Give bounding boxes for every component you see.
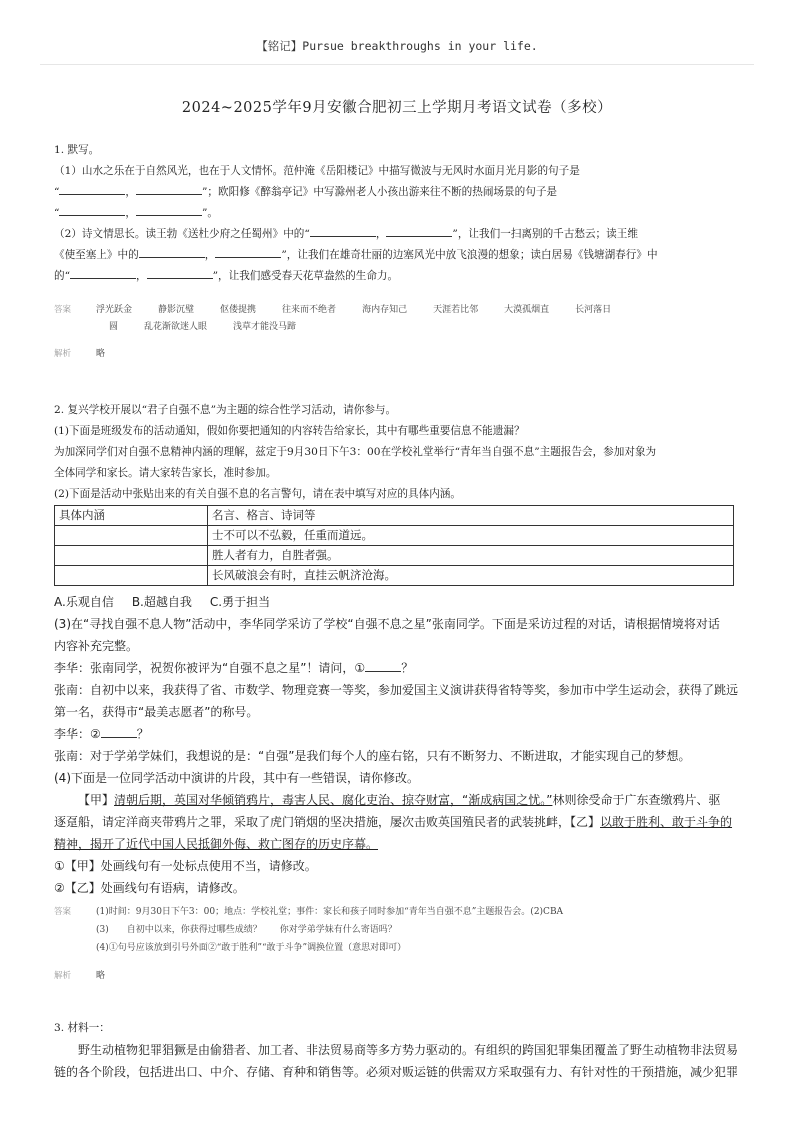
dialogue-line: 张南：自初中以来，我获得了省、市数学、物理竞赛一等奖，参加爱国主义演讲获得省特等奖，参加市中学生运动会，获得了跳远	[54, 683, 739, 697]
q1-heading: 1. 默写。	[54, 144, 100, 156]
speech-text: 精神，揭开了近代中国人民抵御外侮、救亡图存的历史序幕。	[54, 837, 379, 851]
q2-answer	[54, 903, 744, 985]
dialogue-line: 第一名，获得市“最美志愿者”的称号。	[54, 705, 259, 719]
answer-text: (4)①句号应该放到引号外面②“敢于胜利”“敢于斗争”调换位置（意思对即可）	[96, 943, 407, 953]
table-row	[55, 506, 734, 526]
answer-blank[interactable]	[139, 245, 205, 258]
table-cell: 胜人者有力，自胜者强。	[208, 546, 734, 566]
q3-heading: 3. 材料一：	[54, 1022, 110, 1034]
q1-answer	[54, 302, 744, 363]
answer-blank[interactable]	[136, 203, 202, 216]
answer-cell[interactable]	[55, 566, 208, 586]
answer-list: 圆 乱花渐欲迷人眼 浅草才能没马蹄	[109, 322, 297, 332]
answer-blank[interactable]	[136, 182, 202, 195]
q3-paragraph: 野生动植物犯罪猖獗是由偷猎者、加工者、非法贸易商等多方势力驱动的。有组织的跨国犯罪集团覆盖了野生动植物非法贸易	[78, 1043, 739, 1057]
answer-blank[interactable]	[365, 659, 401, 672]
q1-line: “ ， ”。	[54, 203, 744, 224]
speech-text: 【甲】清朝后期，英国对华倾销鸦片，毒害人民、腐化吏治、掠夺财富，“渐成病国之忧。”林则徐受命于广东查缴鸦片、驱	[78, 793, 721, 807]
q2-analysis: 解析 略	[54, 971, 106, 981]
question-2-cont	[54, 591, 744, 899]
question-1	[54, 140, 744, 287]
answer-text: (3) 自初中以来，你获得过哪些成绩？ 你对学弟学妹有什么寄语吗？	[96, 925, 397, 935]
answer-cell[interactable]	[55, 526, 208, 546]
q2-sub3: (3)在“寻找自强不息人物”活动中，李华同学采访了学校“自强不息之星”张南同学。下面是采访过程的对话，请根据情境将对话	[54, 617, 720, 631]
table-row	[55, 566, 734, 586]
answer-text: (1)时间：9月30日下午3：00；地点：学校礼堂；事件：家长和孩子同时参加“青年当自强不息”主题报告会。(2)CBA	[96, 907, 564, 917]
table-cell: 长风破浪会有时，直挂云帆济沧海。	[208, 566, 734, 586]
answer-list: 浮光跃金 静影沉璧 伛偻提携 往来而不绝者 海内存知己 天涯若比邻 大漠孤烟直 长河落日	[96, 305, 612, 315]
dialogue-line: 张南：对于学弟学妹们，我想说的是：“自强”是我们每个人的座右铭，只有不断努力、不断进取，才能实现自己的梦想。	[54, 749, 691, 763]
question-2	[54, 400, 744, 505]
table-row	[55, 526, 734, 546]
q3-paragraph: 链的各个阶段，包括进出口、中介、存储、育种和销售等。必须对贩运链的供需双方采取强有力、有针对性的干预措施，减少犯罪	[54, 1065, 739, 1079]
table-row	[55, 546, 734, 566]
speech-text: 逐趸船，请定洋商夹带鸦片之罪，采取了虎门销烟的坚决措施，屡次击败英国殖民者的武装挑衅，【乙】以敢于胜利、敢于斗争的	[54, 815, 733, 829]
question-3	[54, 1018, 744, 1083]
answer-blank[interactable]	[70, 266, 136, 279]
answer-blank[interactable]	[59, 182, 125, 195]
answer-cell[interactable]	[55, 546, 208, 566]
q1-line: “ ， ”；欧阳修《醉翁亭记》中写滁州老人小孩出游来往不断的热闹场景的句子是	[54, 182, 744, 203]
answer-blank[interactable]	[59, 203, 125, 216]
header-divider	[40, 64, 754, 65]
dialogue-line: 李华：② ？	[54, 727, 149, 741]
q2-sub4: (4)下面是一位同学活动中演讲的片段，其中有一些错误，请你修改。	[54, 771, 420, 785]
q1-line: （2）诗文情思长。读王勃《送杜少府之任蜀州》中的“ ， ”，让我们一扫离别的千古愁云；读王维	[54, 224, 744, 245]
option-list: A.乐观自信 B.超越自我 C.勇于担当	[54, 595, 271, 609]
q2-sub1: (1)下面是班级发布的活动通知，假如你要把通知的内容转告给家长，其中有哪些重要信息不能遗漏？	[54, 425, 525, 437]
q1-line: （1）山水之乐在于自然风光，也在于人文情怀。范仲淹《岳阳楼记》中描写微波与无风时水面月光月影的句子是	[54, 165, 580, 177]
table-header: 名言、格言、诗词等	[208, 506, 734, 526]
answer-blank[interactable]	[310, 224, 376, 237]
table-header: 具体内涵	[55, 506, 208, 526]
q2-task: ②【乙】处画线句有语病，请修改。	[54, 881, 245, 895]
q2-task: ①【甲】处画线句有一处标点使用不当，请修改。	[54, 859, 317, 873]
page-motto: 【铭记】Pursue breakthroughs in your life.	[256, 39, 538, 53]
q2-sub2: (2)下面是活动中张贴出来的有关自强不息的名言警句，请在表中填写对应的具体内涵。	[54, 488, 461, 500]
answer-label: 答案	[54, 907, 72, 917]
answer-blank[interactable]	[386, 224, 452, 237]
q2-notice: 全体同学和家长。请大家转告家长，准时参加。	[54, 467, 277, 479]
answer-blank[interactable]	[147, 266, 213, 279]
q1-line: 的“ ， ”，让我们感受春天花草盎然的生命力。	[54, 266, 744, 287]
q2-notice: 为加深同学们对自强不息精神内涵的理解，兹定于9月30日下午3：00在学校礼堂举行“青年当自强不息”主题报告会，参加对象为	[54, 446, 657, 458]
table-cell: 士不可以不弘毅，任重而道远。	[208, 526, 734, 546]
dialogue-line: 李华：张南同学，祝贺你被评为“自强不息之星”！请问，① ？	[54, 661, 414, 675]
q2-sub3: 内容补充完整。	[54, 639, 139, 653]
exam-title: 2024~2025学年9月安徽合肥初三上学期月考语文试卷（多校）	[181, 100, 613, 116]
answer-blank[interactable]	[215, 245, 281, 258]
answer-blank[interactable]	[101, 725, 137, 738]
q1-analysis: 解析 略	[54, 349, 106, 359]
answer-label: 答案	[54, 305, 72, 315]
quote-table	[54, 505, 734, 586]
q2-heading: 2. 复兴学校开展以“君子自强不息”为主题的综合性学习活动，请你参与。	[54, 404, 397, 416]
q1-line: 《使至塞上》中的 ， ”，让我们在雄奇壮丽的边塞风光中放飞浪漫的想象；读白居易《钱塘湖春行》中	[54, 245, 744, 266]
